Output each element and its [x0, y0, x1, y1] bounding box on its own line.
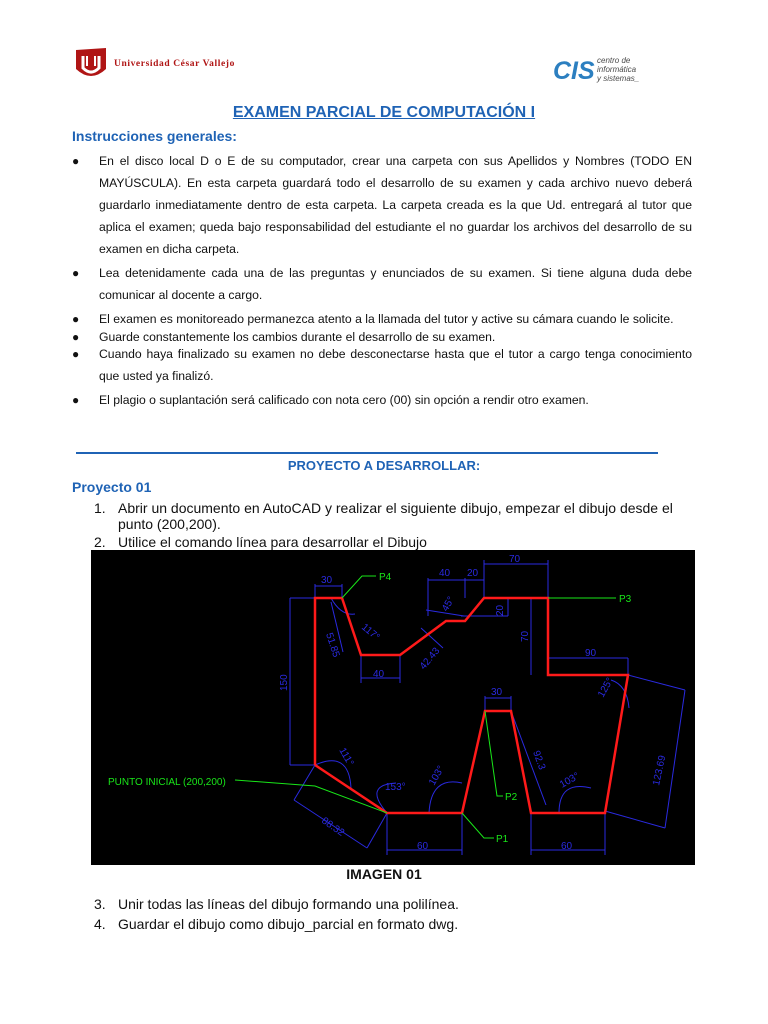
list-item [72, 343, 692, 387]
point-p2-label: P2 [505, 792, 518, 803]
list-item [72, 389, 692, 411]
start-point-label: PUNTO INICIAL (200,200) [108, 777, 226, 788]
dim-125: 125° [596, 676, 616, 700]
steps-list-b [94, 896, 694, 932]
image-caption: IMAGEN 01 [346, 866, 422, 882]
dim-40-mid: 40 [373, 669, 385, 680]
list-item-text: Guarde constantemente los cambios durante el desarrollo de su examen. [99, 330, 496, 344]
point-p4-label: P4 [379, 572, 392, 583]
step-text: Unir todas las líneas del dibujo formando una polilínea. [118, 896, 459, 912]
dim-103-a: 103° [427, 764, 447, 788]
dim-51-85: 51.85 [323, 631, 342, 659]
step-text: Guardar el dibujo como dibujo_parcial en formato dwg. [118, 916, 459, 932]
dim-111: 111° [336, 746, 356, 769]
dim-42-43: 42.43 [417, 645, 443, 672]
instructions-list [72, 150, 692, 411]
cis-mark-icon [553, 54, 599, 84]
dim-103-b: 103° [558, 770, 582, 791]
step-number: 2. [94, 534, 106, 550]
bullet-icon: ● [72, 393, 80, 407]
dim-45: 45° [440, 594, 458, 614]
page-title: EXAMEN PARCIAL DE COMPUTACIÓN I [232, 104, 536, 121]
dim-30-top: 30 [321, 575, 333, 586]
step-number: 4. [94, 916, 106, 932]
dim-123-69: 123.69 [651, 754, 669, 787]
cis-line1: centro de [597, 56, 631, 65]
dim-90: 90 [585, 648, 597, 659]
point-labels [108, 572, 632, 845]
steps-list-a [94, 500, 694, 550]
dim-153: 153° [385, 782, 406, 793]
cad-drawing [91, 550, 695, 865]
step-item [94, 916, 694, 932]
step-item [94, 896, 694, 912]
ucv-logo [74, 47, 274, 87]
point-p1-label: P1 [496, 834, 509, 845]
list-item-text: Lea detenidamente cada una de las preguntas y enunciados de su examen. Si tiene alguna duda debe comunicar al docente a cargo. [99, 266, 692, 302]
dim-150: 150 [279, 674, 290, 691]
dim-70-top: 70 [509, 554, 521, 565]
cis-name [597, 56, 639, 83]
step-text: Utilice el comando línea para desarrollar el Dibujo [118, 534, 427, 550]
step-number: 3. [94, 896, 106, 912]
dim-20-top: 20 [467, 568, 479, 579]
point-p3-label: P3 [619, 594, 632, 605]
bullet-icon: ● [72, 330, 80, 344]
bullet-icon: ● [72, 312, 80, 326]
cad-drawing-svg [91, 550, 695, 865]
dim-92-3: 92.3 [530, 749, 548, 772]
project-heading: Proyecto 01 [72, 479, 152, 495]
ucv-shield-icon [74, 47, 108, 83]
dim-70-vertical: 70 [520, 630, 531, 642]
list-item [72, 150, 692, 260]
dim-30-mid: 30 [491, 687, 503, 698]
project-section-title: PROYECTO A DESARROLLAR: [287, 458, 481, 473]
dim-60-right: 60 [561, 841, 573, 852]
step-item [94, 500, 694, 532]
list-item [72, 262, 692, 306]
list-item-text: El plagio o suplantación será calificado con nota cero (00) sin opción a rendir otro examen. [99, 393, 589, 407]
list-item-text: El examen es monitoreado permanezca atento a la llamada del tutor y active su cámara cuando le solicite. [99, 312, 674, 326]
step-item [94, 534, 694, 550]
instructions-heading: Instrucciones generales: [72, 128, 237, 144]
leader-lines [235, 576, 616, 838]
dim-117: 117° [359, 621, 382, 644]
cis-line3: y sistemas_ [597, 74, 640, 83]
step-number: 1. [94, 500, 106, 516]
section-divider [76, 452, 658, 454]
cis-logo [553, 54, 673, 88]
dim-60-left: 60 [417, 841, 429, 852]
dim-40-top: 40 [439, 568, 451, 579]
cis-line2: informática [597, 65, 637, 74]
bullet-icon: ● [72, 154, 80, 168]
list-item-text: En el disco local D o E de su computador, crear una carpeta con sus Apellidos y Nombres (TODO EN MAYÚSCULA). En esta carpeta guardará todo el desarrollo de su examen y cada archivo nuevo deberá guardarlo inmediatamente dentro de esta carpeta. La carpeta creada es la que Ud. entregará al tutor que aplica el examen; queda bajo responsabilidad del estudiante el no guardar los archivos del desarrollo de su examen en dicha carpeta. [99, 154, 692, 256]
dim-88-32: 88.32 [319, 815, 347, 839]
bullet-icon: ● [72, 347, 80, 361]
dim-20-vertical: 20 [495, 604, 506, 616]
list-item [72, 308, 692, 330]
university-name: Universidad César Vallejo [114, 59, 235, 69]
step-text: Abrir un documento en AutoCAD y realizar el siguiente dibujo, empezar el dibujo desde el punto (200,200). [118, 500, 673, 532]
bullet-icon: ● [72, 266, 80, 280]
cis-mark-text: CIS [553, 57, 595, 84]
list-item-text: Cuando haya finalizado su examen no debe desconectarse hasta que el tutor a cargo tenga conocimiento que usted ya finalizó. [99, 347, 692, 383]
